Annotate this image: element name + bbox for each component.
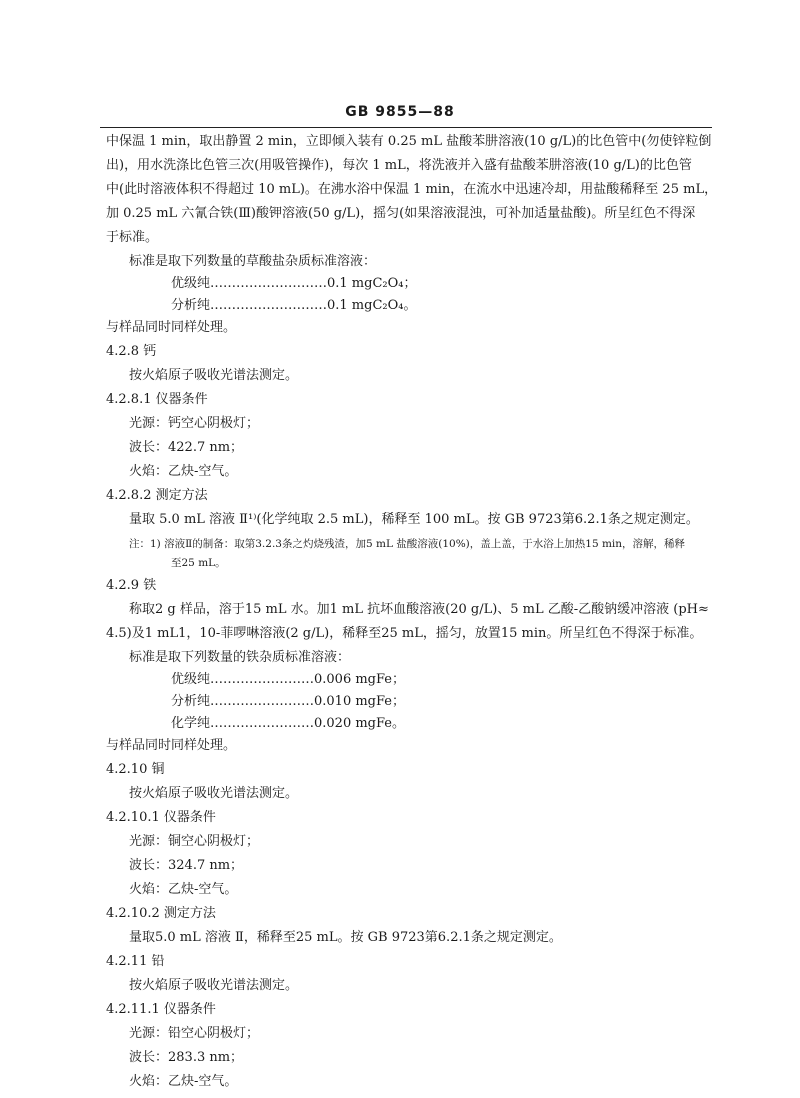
- text-line: 标准是取下列数量的草酸盐杂质标准溶液：: [129, 254, 377, 269]
- text-line: 火焰：乙炔-空气。: [129, 882, 238, 897]
- section-heading: 4.2.10.2 测定方法: [106, 906, 216, 921]
- text-line: 波长：283.3 nm；: [129, 1050, 244, 1065]
- text-line: 标准是取下列数量的铁杂质标准溶液：: [129, 650, 351, 665]
- text-line: 波长：324.7 nm；: [129, 858, 244, 873]
- text-line: 按火焰原子吸收光谱法测定。: [129, 368, 299, 383]
- section-heading: 4.2.10.1 仪器条件: [106, 810, 216, 825]
- footnote-line: 至25 mL。: [171, 557, 226, 569]
- text-line: 波长：422.7 nm；: [129, 440, 244, 455]
- grade-line: 优级纯……………………0.006 mgFe；: [171, 672, 406, 687]
- grade-line: 优级纯………………………0.1 mgC₂O₄；: [171, 276, 417, 291]
- section-heading: 4.2.8 钙: [106, 344, 157, 359]
- grade-line: 分析纯………………………0.1 mgC₂O₄。: [171, 298, 417, 313]
- section-heading: 4.2.11.1 仪器条件: [106, 1002, 216, 1017]
- standard-header: GB 9855—88: [345, 104, 455, 120]
- text-line: 光源：钙空心阴极灯；: [129, 416, 260, 431]
- text-line: 称取2 g 样品，溶于15 mL 水。加1 mL 抗坏血酸溶液(20 g/L)、5 mL 乙酸-乙酸钠缓冲溶液 (pH≈: [129, 602, 709, 617]
- grade-line: 化学纯……………………0.020 mgFe。: [171, 716, 406, 731]
- text-line: 火焰：乙炔-空气。: [129, 1074, 238, 1089]
- section-heading: 4.2.8.1 仪器条件: [106, 392, 208, 407]
- grade-line: 分析纯……………………0.010 mgFe；: [171, 694, 406, 709]
- text-line: 4.5)及1 mL1，10-菲啰啉溶液(2 g/L)，稀释至25 mL，摇匀，放置15 min。所呈红色不得深于标准。: [106, 626, 703, 641]
- text-line: 光源：铅空心阴极灯；: [129, 1026, 260, 1041]
- text-line: 量取5.0 mL 溶液 Ⅱ，稀释至25 mL。按 GB 9723第6.2.1条之规定测定。: [129, 930, 562, 945]
- text-line: 光源：铜空心阴极灯；: [129, 834, 260, 849]
- section-heading: 4.2.10 铜: [106, 762, 165, 777]
- text-line: 中(此时溶液体积不得超过 10 mL)。在沸水浴中保温 1 min，在流水中迅速冷却，用盐酸稀释至 25 mL，: [106, 182, 718, 197]
- text-line: 于标准。: [106, 230, 159, 245]
- text-line: 按火焰原子吸收光谱法测定。: [129, 978, 299, 993]
- text-line: 与样品同时同样处理。: [106, 320, 237, 335]
- section-heading: 4.2.8.2 测定方法: [106, 488, 208, 503]
- text-line: 火焰：乙炔-空气。: [129, 464, 238, 479]
- text-line: 出)，用水洗涤比色管三次(用吸管操作)，每次 1 mL，将洗液并入盛有盐酸苯肼溶液(10 g/L)的比色管: [106, 158, 692, 173]
- text-line: 量取 5.0 mL 溶液 Ⅱ¹⁾(化学纯取 2.5 mL)，稀释至 100 mL。按 GB 9723第6.2.1条之规定测定。: [129, 512, 699, 527]
- text-line: 与样品同时同样处理。: [106, 738, 237, 753]
- section-heading: 4.2.9 铁: [106, 578, 157, 593]
- text-line: 加 0.25 mL 六氰合铁(Ⅲ)酸钾溶液(50 g/L)，摇匀(如果溶液混浊，可补加适量盐酸)。所呈红色不得深: [106, 206, 696, 221]
- text-line: 中保温 1 min，取出静置 2 min，立即倾入装有 0.25 mL 盐酸苯肼溶液(10 g/L)的比色管中(勿使锌粒倒: [106, 134, 712, 149]
- header-rule: [100, 127, 712, 128]
- text-line: 按火焰原子吸收光谱法测定。: [129, 786, 299, 801]
- footnote-line: 注：1) 溶液Ⅱ的制备：取第3.2.3条之灼烧残渣，加5 mL 盐酸溶液(10%)，盖上盖，于水浴上加热15 min，溶解，稀释: [129, 538, 686, 550]
- section-heading: 4.2.11 铅: [106, 954, 165, 969]
